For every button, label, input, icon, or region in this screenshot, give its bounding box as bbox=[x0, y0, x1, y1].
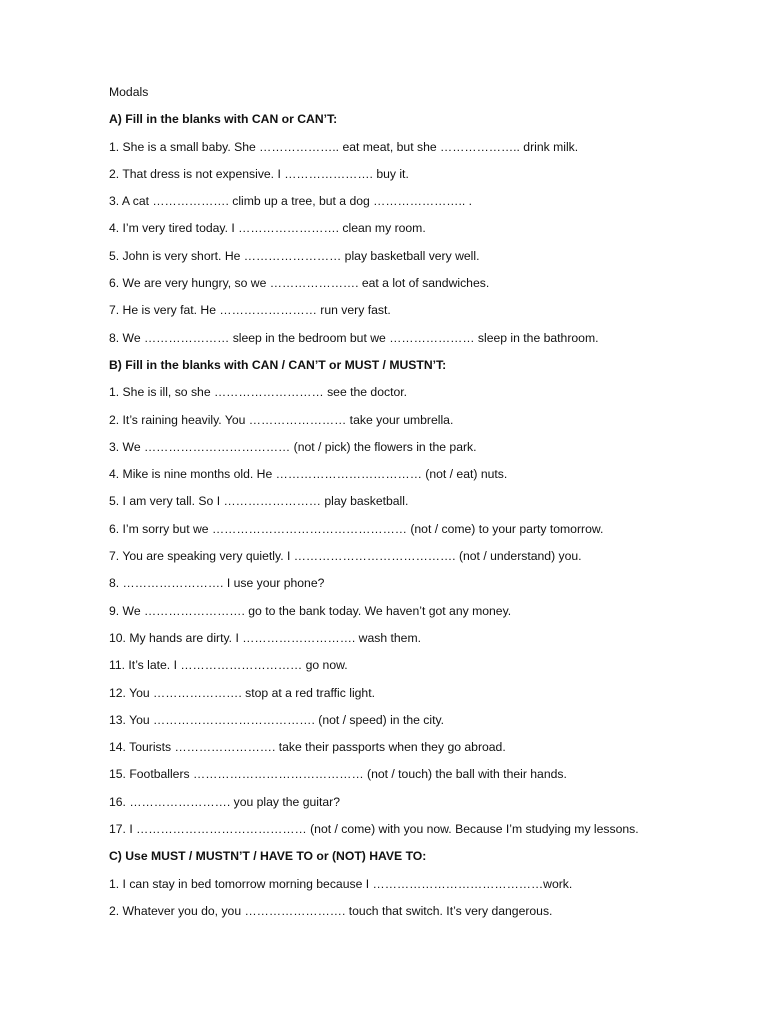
section-b-item-10: 10. My hands are dirty. I ………………………. wash them. bbox=[109, 630, 421, 645]
page-title: Modals bbox=[109, 85, 149, 99]
section-c-heading: C) Use MUST / MUSTN’T / HAVE TO or (NOT) HAVE TO: bbox=[109, 849, 427, 864]
section-b-item-4: 4. Mike is nine months old. He ……………………………… (not / eat) nuts. bbox=[109, 467, 508, 482]
section-b-item-14: 14. Tourists ……………………. take their passports when they go abroad. bbox=[109, 740, 506, 755]
section-a-item-7: 7. He is very fat. He …………………… run very fast. bbox=[109, 303, 391, 318]
section-b-item-1: 1. She is ill, so she ……………………… see the doctor. bbox=[109, 385, 408, 400]
section-b-item-15: 15. Footballers …………………………………… (not / touch) the ball with their hands. bbox=[109, 767, 567, 782]
section-a-item-1: 1. She is a small baby. She ……………….. eat meat, but she ……………….. drink milk. bbox=[109, 139, 579, 154]
section-c-item-1: 1. I can stay in bed tomorrow morning because I ……………………………………work. bbox=[109, 876, 573, 891]
section-b-heading: B) Fill in the blanks with CAN / CAN’T or MUST / MUSTN’T: bbox=[109, 357, 447, 372]
section-c-item-2: 2. Whatever you do, you ……………………. touch that switch. It’s very dangerous. bbox=[109, 903, 553, 918]
section-b-item-17: 17. I …………………………………… (not / come) with you now. Because I’m studying my lessons. bbox=[109, 822, 639, 837]
section-a-heading: A) Fill in the blanks with CAN or CAN’T: bbox=[109, 112, 338, 127]
section-b-item-2: 2. It’s raining heavily. You …………………… take your umbrella. bbox=[109, 412, 454, 427]
section-b-item-11: 11. It’s late. I ………………………… go now. bbox=[109, 658, 348, 673]
section-b-item-6: 6. I’m sorry but we ………………………………………… (not / come) to your party tomorrow. bbox=[109, 521, 604, 536]
section-b-item-12: 12. You …………………. stop at a red traffic light. bbox=[109, 685, 375, 700]
section-b-item-16: 16. ……………………. you play the guitar? bbox=[109, 794, 340, 809]
section-a-item-6: 6. We are very hungry, so we …………………. eat a lot of sandwiches. bbox=[109, 276, 490, 291]
section-b-item-13: 13. You …………………………………. (not / speed) in the city. bbox=[109, 712, 445, 727]
section-b-item-8: 8. ……………………. I use your phone? bbox=[109, 576, 325, 591]
section-a-item-8: 8. We ………………… sleep in the bedroom but we ………………… sleep in the bathroom. bbox=[109, 330, 599, 345]
section-b-item-7: 7. You are speaking very quietly. I …………………………………. (not / understand) you. bbox=[109, 549, 582, 564]
worksheet-page bbox=[109, 84, 729, 930]
section-a-item-3: 3. A cat ………………. climb up a tree, but a dog ………………….. . bbox=[109, 194, 473, 209]
section-a-item-5: 5. John is very short. He …………………… play basketball very well. bbox=[109, 248, 480, 263]
section-a-item-2: 2. That dress is not expensive. I …………………. buy it. bbox=[109, 166, 409, 181]
section-b-item-5: 5. I am very tall. So I …………………… play basketball. bbox=[109, 494, 409, 509]
section-b-item-9: 9. We ……………………. go to the bank today. We haven’t got any money. bbox=[109, 603, 512, 618]
section-a-item-4: 4. I’m very tired today. I ……………………. clean my room. bbox=[109, 221, 426, 236]
section-b-item-3: 3. We ……………………………… (not / pick) the flowers in the park. bbox=[109, 439, 477, 454]
